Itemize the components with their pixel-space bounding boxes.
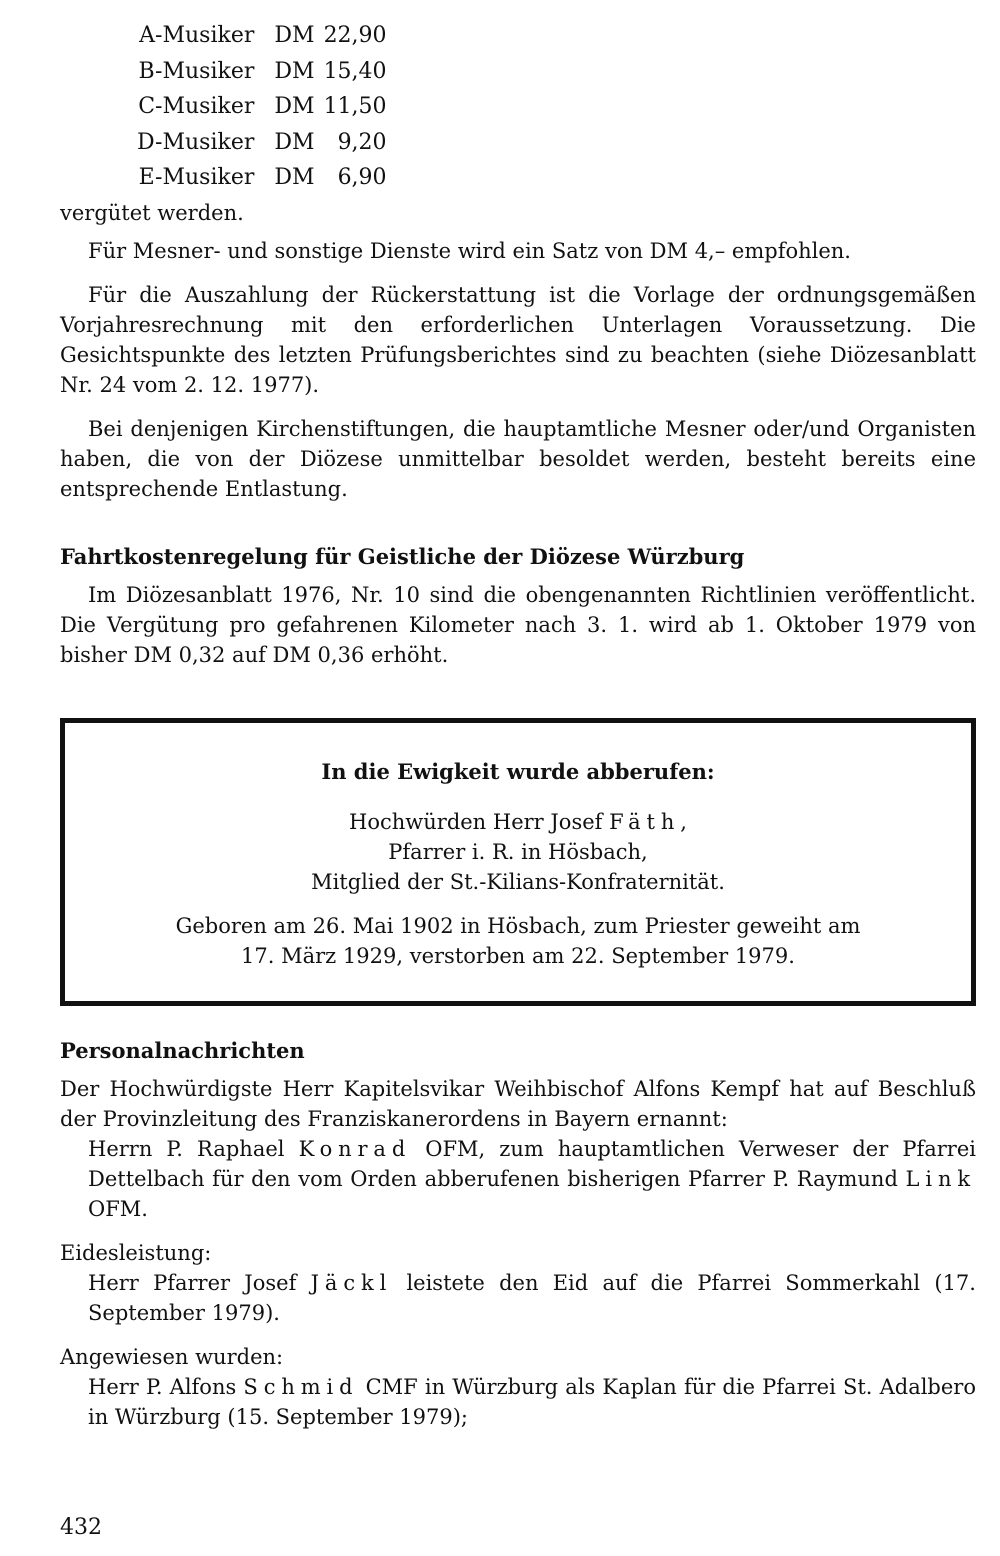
page-number: 432 [60, 1515, 102, 1540]
appointment-prefix: Herrn P. Raphael [88, 1136, 285, 1161]
pay-rate-amount: 6,90 [337, 165, 387, 190]
personal-heading: Personalnachrichten [60, 1037, 305, 1063]
personal-intro: Der Hochwürdigste Herr Kapitelsvikar Weihbischof Alfons Kempf hat auf Beschluß der Provinzleitung des Franziskanerordens in Bayern ernannt: [60, 1076, 976, 1131]
pay-rate-category: B-Musiker [138, 58, 255, 84]
fahrtkosten-heading: Fahrtkostenregelung für Geistliche der Diözese Würzburg [60, 543, 745, 569]
musician-pay-table [137, 18, 387, 196]
mesner-paragraph: Für Mesner- und sonstige Dienste wird ein Satz von DM 4,– empfohlen. [88, 238, 851, 263]
pay-rate-category: A-Musiker [139, 23, 255, 48]
obituary-name-prefix: Hochwürden Herr Josef [349, 809, 603, 834]
angewiesen-surname: Schmid [243, 1374, 359, 1399]
appointment-entry [60, 1134, 976, 1224]
obituary-title: In die Ewigkeit wurde abberufen: [321, 758, 715, 784]
pay-rate-row [137, 54, 387, 90]
pay-rate-currency: DM [274, 129, 315, 155]
eid-suffix: leistete den Eid auf die Pfarrei Sommerkahl (17. September 1979). [88, 1270, 976, 1325]
eid-label: Eidesleistung: [60, 1240, 212, 1265]
pay-rate-row [137, 160, 387, 196]
eid-surname: Jäckl [310, 1270, 393, 1295]
pay-rate-amount: 11,50 [323, 94, 387, 119]
obituary-name-line [85, 807, 951, 837]
pay-rate-category: C-Musiker [138, 94, 255, 119]
appointment-surname2: Link [905, 1166, 976, 1191]
obituary-name-suffix: , [680, 809, 687, 834]
angewiesen-label: Angewiesen wurden: [60, 1344, 284, 1369]
eid-prefix: Herr Pfarrer Josef [88, 1270, 297, 1295]
fahrtkosten-body: Im Diözesanblatt 1976, Nr. 10 sind die obengenannten Richtlinien veröffentlicht. Die Vergütung pro gefahrenen Kilometer nach 3. 1. wird ab 1. Oktober 1979 von bisher DM 0,32 auf DM 0,36 erhöht. [60, 582, 976, 667]
pay-rate-row [137, 125, 387, 161]
appointment-surname: Konrad [298, 1136, 412, 1161]
pay-rate-row [137, 18, 387, 54]
obituary-dates-line1: Geboren am 26. Mai 1902 in Hösbach, zum Priester geweiht am [175, 913, 861, 938]
obituary-box [60, 718, 976, 1006]
appointment-middle: OFM, zum hauptamtlichen Verweser der Pfarrei Dettelbach für den vom Orden abberufenen bisherigen Pfarrer P. Raymund [88, 1136, 976, 1191]
pay-rate-amount: 22,90 [323, 23, 387, 48]
obituary-line3: Mitglied der St.-Kilians-Konfraternität. [311, 869, 725, 894]
obituary-dates-line2: 17. März 1929, verstorben am 22. September 1979. [241, 943, 795, 968]
angewiesen-entry [60, 1372, 976, 1432]
pay-rate-row [137, 89, 387, 125]
pay-rate-category: E-Musiker [138, 165, 255, 190]
angewiesen-suffix: CMF in Würzburg als Kaplan für die Pfarrei St. Adalbero in Würzburg (15. September 1979); [88, 1374, 976, 1429]
document-page [60, 18, 976, 1432]
appointment-suffix: OFM. [88, 1196, 148, 1221]
pay-rate-category: D-Musiker [137, 129, 255, 155]
obituary-line2: Pfarrer i. R. in Hösbach, [388, 839, 648, 864]
pay-rate-currency: DM [274, 58, 315, 84]
obituary-surname: Fäth [609, 809, 681, 834]
pay-table-continuation: vergütet werden. [60, 200, 244, 225]
pay-rate-amount: 15,40 [323, 58, 387, 84]
pay-rate-currency: DM [274, 165, 315, 190]
pay-rate-currency: DM [274, 23, 315, 48]
angewiesen-prefix: Herr P. Alfons [88, 1374, 237, 1399]
kirchenstiftungen-paragraph: Bei denjenigen Kirchenstiftungen, die hauptamtliche Mesner oder/und Organisten haben, die von der Diözese unmittelbar besoldet werden, besteht bereits eine entsprechende Entlastung. [60, 416, 976, 501]
auszahlung-paragraph: Für die Auszahlung der Rückerstattung ist die Vorlage der ordnungsgemäßen Vorjahresrechnung mit den erforderlichen Unterlagen Voraussetzung. Die Gesichtspunkte des letzten Prüfungsberichtes sind zu beachten (siehe Diözesanblatt Nr. 24 vom 2. 12. 1977). [60, 282, 976, 397]
pay-rate-currency: DM [274, 94, 315, 119]
pay-rate-amount: 9,20 [337, 129, 387, 155]
eid-entry [60, 1268, 976, 1328]
